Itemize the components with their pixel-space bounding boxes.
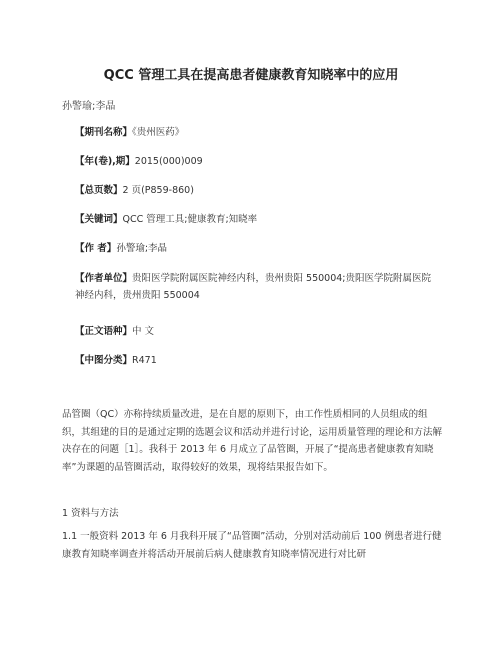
field-value: 2 页(P859-860)	[122, 185, 194, 196]
section-heading: 1 资料与方法	[62, 508, 119, 519]
body-paragraph-intro: 品管圈（QC）亦称持续质量改进，是在自愿的原则下，由工作性质相同的人员组成的组织，其组建的目的是通过定期的选题会议和活动并进行讨论，运用质量管理的理论和方法解决存在的问题［1］。我科于 2013 年 6 月成立了品管圈，开展了“提高患者健康教育知晓率”为课题的品管圈活动，取得较好的效果，现将结果报告如下。	[62, 409, 443, 473]
field-value: 《贵州医药》	[132, 127, 185, 138]
field-label: 【中图分类】	[75, 355, 133, 366]
field-value: 中 文	[132, 326, 155, 337]
field-label: 【期刊名称】	[75, 127, 133, 138]
field-label: 【作者单位】	[75, 273, 133, 284]
field-classification	[75, 353, 435, 369]
field-year-volume-issue	[75, 154, 435, 170]
document-title: QCC 管理工具在提高患者健康教育知晓率中的应用	[103, 68, 399, 83]
field-value: 2015(000)009	[134, 156, 203, 167]
field-label: 【正文语种】	[75, 326, 133, 337]
field-label: 【年(卷),期】	[75, 156, 135, 167]
field-label: 【关键词】	[75, 214, 123, 225]
field-value: 孙警瑜;李晶	[116, 243, 168, 254]
field-total-pages	[75, 183, 435, 199]
field-value: 贵阳医学院附属医院神经内科，贵州贵阳 550004;贵阳医学院附属医院神经内科，贵州贵阳 550004	[75, 273, 432, 301]
body-paragraph-materials: 1.1 一般资料 2013 年 6 月我科开展了“品管圈”活动，分别对活动前后 100 例患者进行健康教育知晓率调查并将活动开展前后病人健康教育知晓率情况进行对比研	[62, 531, 442, 560]
field-author	[75, 241, 435, 257]
document-authors: 孙警瑜;李晶	[62, 101, 116, 112]
field-label: 【总页数】	[75, 185, 123, 196]
field-value: R471	[132, 355, 157, 366]
field-affiliation	[75, 270, 435, 304]
field-language	[75, 324, 435, 340]
field-label: 【作 者】	[75, 243, 117, 254]
field-value: QCC 管理工具;健康教育;知晓率	[122, 214, 258, 225]
field-keywords	[75, 212, 435, 228]
field-journal	[75, 125, 435, 141]
